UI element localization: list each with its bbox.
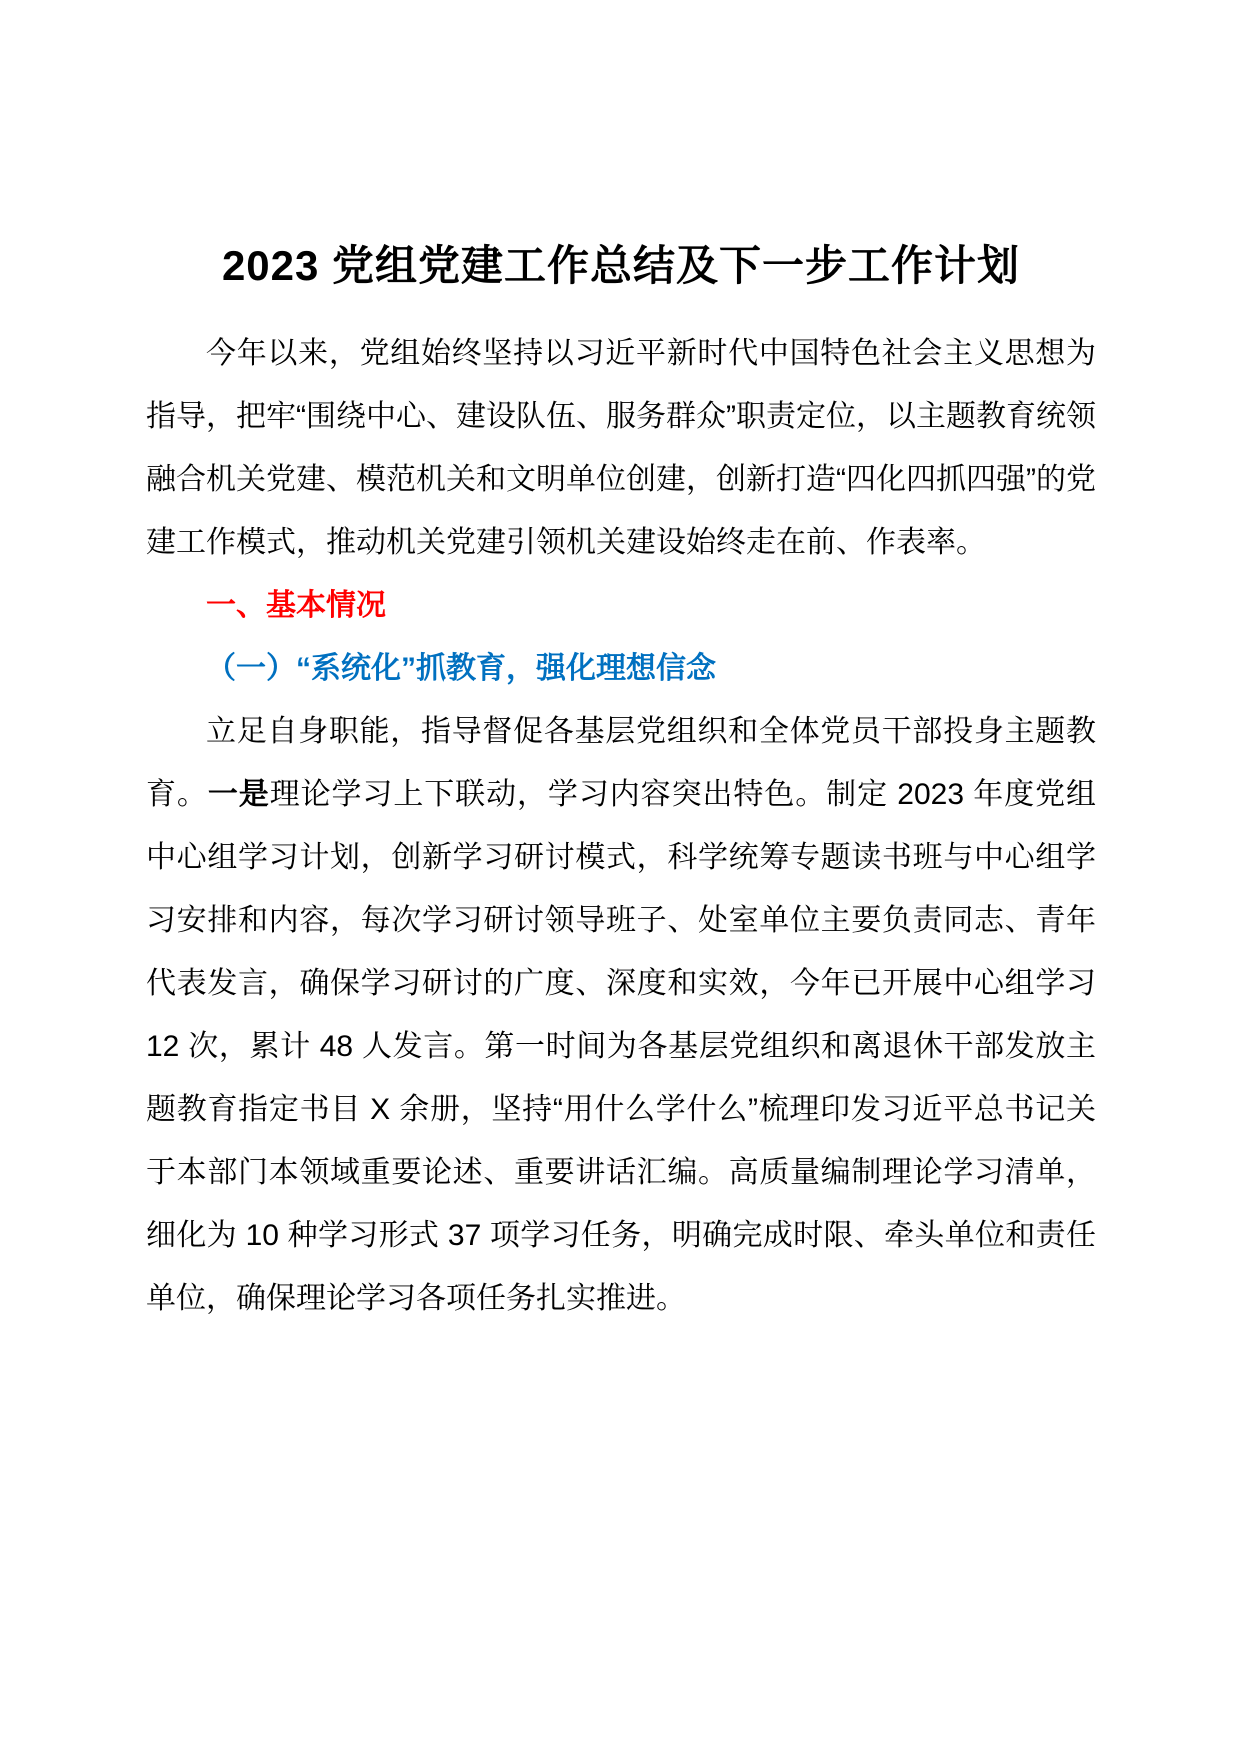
heading-subsection-systematization: （一）“系统化”抓教育，强化理想信念 xyxy=(206,652,716,685)
document-title: 2023 党组党建工作总结及下一步工作计划 xyxy=(221,242,1021,289)
paragraph-body-seg2: 理论学习上下联动，学习内容突出特色。制定 2023 年度党组中心组学习计划，创新学习研讨模式，科学统筹专题读书班与中心组学习安排和内容，每次学习研讨领导班子、处室单位主要负责同志、青年代表发言，确保学习研讨的广度、深度和实效，今年已开展中心组学习 12 次，累计 48 人发言。第一时间为各基层党组织和离退休干部发放主题教育指定书目 X 余册，坚持“用什么学什么”梳理印发习近平总书记关于本部门本领域重要论述、重要讲话汇编。高质量编制理论学习清单，细化为 10 种学习形式 37 项学习任务，明确完成时限、牵头单位和责任单位，确保理论学习各项任务扎实推进。 xyxy=(146,778,1097,1315)
paragraph-intro: 今年以来，党组始终坚持以习近平新时代中国特色社会主义思想为指导，把牢“围绕中心、建设队伍、服务群众”职责定位，以主题教育统领融合机关党建、模范机关和文明单位创建，创新打造“四化四抓四强”的党建工作模式，推动机关党建引领机关建设始终走在前、作表率。 xyxy=(146,337,1096,559)
paragraph-body-bold-marker: 一是 xyxy=(207,778,270,811)
paragraph-body xyxy=(146,700,1096,1330)
paragraph-body-seg1: 立足自身职能，指导督促各基层党组织和全体党员干部投身主题教育。 xyxy=(146,715,1096,811)
heading-section-basic-situation: 一、基本情况 xyxy=(206,589,386,622)
